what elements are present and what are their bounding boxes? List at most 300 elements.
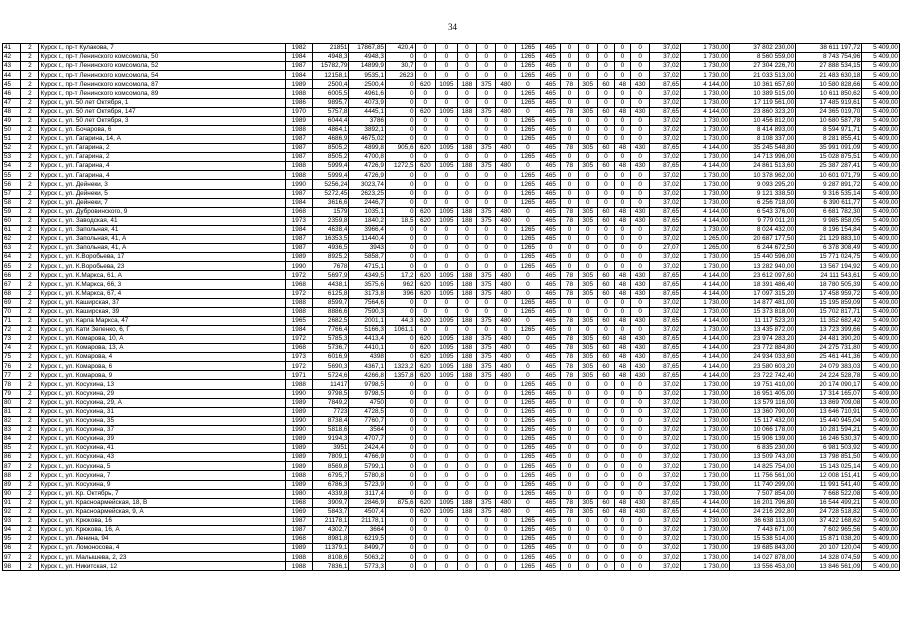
table-cell: 905,6 — [385, 144, 415, 153]
table-cell: 0 — [578, 562, 597, 571]
table-cell: 0 — [477, 171, 496, 180]
table-cell: 80 — [3, 398, 21, 407]
table-cell: 0 — [496, 462, 515, 471]
table-cell: 0 — [496, 389, 515, 398]
table-cell: 2 — [21, 225, 39, 234]
table-cell: 4707,7 — [349, 435, 385, 444]
table-cell: 6016,9 — [313, 353, 349, 362]
table-cell: 0 — [385, 189, 415, 198]
table-cell: 87,65 — [650, 353, 681, 362]
table-cell: 18,5 — [385, 216, 415, 225]
table-row — [3, 444, 900, 453]
table-cell: 60 — [597, 280, 614, 289]
table-cell: 0 — [457, 71, 476, 80]
table-cell: 0 — [385, 398, 415, 407]
table-cell: 305 — [578, 316, 597, 325]
table-cell: 0 — [614, 189, 630, 198]
table-cell: 1265 — [515, 134, 540, 143]
table-cell: 60 — [597, 289, 614, 298]
table-cell: 2 — [21, 89, 39, 98]
table-cell: 305 — [578, 353, 597, 362]
table-cell: 620 — [415, 335, 436, 344]
address-cell: Курск г., ул. Запольная, 41, А — [39, 244, 285, 253]
table-cell: 7 507 854,00 — [730, 489, 796, 498]
table-cell: 0 — [578, 389, 597, 398]
table-cell: 0 — [630, 444, 649, 453]
table-cell: 0 — [477, 480, 496, 489]
table-cell: 6786,3 — [313, 480, 349, 489]
table-cell: 0 — [385, 53, 415, 62]
table-cell: 0 — [578, 116, 597, 125]
table-cell: 37,02 — [650, 134, 681, 143]
table-cell: 96 — [3, 544, 21, 553]
table-cell: 6219,5 — [349, 535, 385, 544]
table-row — [3, 462, 900, 471]
table-cell: 0 — [477, 489, 496, 498]
table-cell: 27,07 — [650, 244, 681, 253]
table-cell: 21 483 630,18 — [796, 71, 862, 80]
table-cell: 8 196 154,84 — [796, 225, 862, 234]
table-row — [3, 407, 900, 416]
table-cell: 78 — [561, 80, 578, 89]
table-cell: 465 — [540, 107, 561, 116]
table-cell: 1 730,00 — [681, 262, 730, 271]
table-cell: 8886,6 — [313, 307, 349, 316]
table-cell: 0 — [385, 234, 415, 243]
table-cell: 0 — [630, 562, 649, 571]
table-cell: 465 — [540, 307, 561, 316]
table-cell: 4715,1 — [349, 262, 385, 271]
table-cell: 0 — [477, 44, 496, 53]
table-cell: 0 — [436, 325, 458, 334]
address-cell: Курск г., ул. К.Маркса, 61, А — [39, 271, 285, 280]
address-cell: Курск г., ул. К.Маркса, 66, 3 — [39, 280, 285, 289]
table-cell: 1968 — [285, 344, 312, 353]
table-cell: 465 — [540, 71, 561, 80]
table-cell: 2 — [21, 316, 39, 325]
table-cell: 15 028 875,51 — [796, 153, 862, 162]
address-cell: Курск г., ул. Крюкова, 16 — [39, 516, 285, 525]
table-cell: 1990 — [285, 416, 312, 425]
table-cell: 1988 — [285, 125, 312, 134]
table-cell: 1989 — [285, 407, 312, 416]
table-cell: 0 — [597, 253, 614, 262]
table-cell: 0 — [385, 462, 415, 471]
table-cell: 37,02 — [650, 125, 681, 134]
table-cell: 5 409,00 — [862, 507, 900, 516]
table-cell: 10 389 515,00 — [730, 89, 796, 98]
table-cell: 5 409,00 — [862, 344, 900, 353]
table-cell: 0 — [614, 134, 630, 143]
table-cell: 17 458 959,72 — [796, 289, 862, 298]
table-cell: 0 — [415, 53, 436, 62]
table-cell: 48 — [614, 107, 630, 116]
table-row — [3, 525, 900, 534]
table-cell: 1272,5 — [385, 162, 415, 171]
table-cell: 37,02 — [650, 562, 681, 571]
table-cell: 1988 — [285, 471, 312, 480]
table-cell: 188 — [457, 344, 476, 353]
table-cell: 1 730,00 — [681, 325, 730, 334]
table-cell: 0 — [496, 244, 515, 253]
table-cell: 41 — [3, 44, 21, 53]
table-row — [3, 80, 900, 89]
table-cell: 0 — [415, 189, 436, 198]
table-cell: 17867,85 — [349, 44, 385, 53]
table-cell: 0 — [561, 425, 578, 434]
table-cell: 0 — [477, 562, 496, 571]
table-row — [3, 71, 900, 80]
table-cell: 8 024 432,00 — [730, 225, 796, 234]
table-cell: 0 — [561, 516, 578, 525]
table-cell: 87,65 — [650, 289, 681, 298]
table-cell: 0 — [578, 62, 597, 71]
table-cell: 2 — [21, 244, 39, 253]
table-cell: 0 — [477, 535, 496, 544]
table-cell: 0 — [436, 189, 458, 198]
table-cell: 0 — [436, 544, 458, 553]
table-cell: 1972 — [285, 335, 312, 344]
table-cell: 5 409,00 — [862, 325, 900, 334]
table-cell: 465 — [540, 544, 561, 553]
table-cell: 1265 — [515, 298, 540, 307]
table-cell: 1265 — [515, 480, 540, 489]
table-cell: 375 — [477, 280, 496, 289]
table-cell: 0 — [415, 553, 436, 562]
table-cell: 0 — [561, 198, 578, 207]
table-cell: 465 — [540, 516, 561, 525]
address-cell: Курск г., ул. Косухина, 39 — [39, 435, 285, 444]
table-cell: 465 — [540, 125, 561, 134]
table-cell: 91 — [3, 498, 21, 507]
table-cell: 2846,9 — [349, 498, 385, 507]
table-cell: 0 — [415, 535, 436, 544]
table-cell: 1 730,00 — [681, 525, 730, 534]
table-cell: 2 — [21, 489, 39, 498]
table-cell: 0 — [597, 98, 614, 107]
table-cell: 6 681 782,30 — [796, 207, 862, 216]
table-cell: 0 — [436, 380, 458, 389]
table-cell: 60 — [597, 207, 614, 216]
table-cell: 5999,4 — [313, 162, 349, 171]
table-cell: 78 — [561, 362, 578, 371]
table-cell: 5 409,00 — [862, 453, 900, 462]
table-cell: 465 — [540, 398, 561, 407]
table-cell: 375 — [477, 271, 496, 280]
address-cell: Курск г., ул. Кр. Октябрь, 7 — [39, 489, 285, 498]
table-cell: 0 — [597, 53, 614, 62]
table-cell: 480 — [496, 216, 515, 225]
table-cell: 0 — [436, 525, 458, 534]
table-cell: 87,65 — [650, 80, 681, 89]
table-cell: 19 685 843,00 — [730, 544, 796, 553]
table-cell: 0 — [578, 180, 597, 189]
table-cell: 0 — [457, 407, 476, 416]
table-cell: 5 409,00 — [862, 416, 900, 425]
table-cell: 465 — [540, 380, 561, 389]
table-row — [3, 380, 900, 389]
table-cell: 375 — [477, 344, 496, 353]
table-cell: 68 — [3, 289, 21, 298]
table-cell: 0 — [578, 480, 597, 489]
table-cell: 0 — [457, 262, 476, 271]
table-cell: 9895,7 — [313, 98, 349, 107]
table-cell: 430 — [630, 80, 649, 89]
table-cell: 2623 — [385, 71, 415, 80]
table-cell: 0 — [496, 398, 515, 407]
table-cell: 465 — [540, 153, 561, 162]
table-cell: 0 — [457, 325, 476, 334]
table-cell: 71 — [3, 316, 21, 325]
table-cell: 60 — [597, 316, 614, 325]
table-cell: 0 — [457, 444, 476, 453]
table-cell: 0 — [457, 234, 476, 243]
table-cell: 2424,4 — [349, 444, 385, 453]
table-cell: 21 129 883,10 — [796, 234, 862, 243]
table-cell: 78 — [561, 353, 578, 362]
table-cell: 1095 — [436, 362, 458, 371]
table-cell: 1095 — [436, 271, 458, 280]
table-row — [3, 144, 900, 153]
table-cell: 0 — [415, 471, 436, 480]
table-cell: 5 409,00 — [862, 53, 900, 62]
table-row — [3, 89, 900, 98]
table-cell: 1095 — [436, 335, 458, 344]
table-cell: 0 — [561, 307, 578, 316]
table-cell: 465 — [540, 316, 561, 325]
table-cell: 0 — [614, 298, 630, 307]
table-cell: 0 — [561, 471, 578, 480]
table-cell: 1982 — [285, 44, 312, 53]
address-cell: Курск г., ул. Каширская, 37 — [39, 298, 285, 307]
table-cell: 0 — [477, 189, 496, 198]
table-cell: 620 — [415, 353, 436, 362]
table-cell: 0 — [561, 71, 578, 80]
table-cell: 480 — [496, 144, 515, 153]
table-cell: 0 — [415, 153, 436, 162]
table-cell: 1 730,00 — [681, 89, 730, 98]
table-cell: 0 — [415, 253, 436, 262]
table-cell: 0 — [597, 89, 614, 98]
table-cell: 0 — [561, 444, 578, 453]
table-cell: 0 — [578, 453, 597, 462]
table-cell: 16 201 796,80 — [730, 498, 796, 507]
table-cell: 0 — [496, 98, 515, 107]
table-cell: 5773,3 — [349, 562, 385, 571]
table-cell: 620 — [415, 344, 436, 353]
table-cell: 620 — [415, 216, 436, 225]
table-cell: 465 — [540, 553, 561, 562]
table-cell: 620 — [415, 280, 436, 289]
address-cell: Курск г., ул. Крюкова, 16, А — [39, 525, 285, 534]
table-cell: 0 — [515, 362, 540, 371]
table-cell: 430 — [630, 371, 649, 380]
table-cell: 0 — [385, 525, 415, 534]
table-cell: 0 — [578, 398, 597, 407]
table-cell: 6 256 718,00 — [730, 198, 796, 207]
table-cell: 0 — [457, 198, 476, 207]
table-cell: 2 — [21, 344, 39, 353]
table-cell: 0 — [561, 544, 578, 553]
table-cell: 5 409,00 — [862, 180, 900, 189]
table-cell: 0 — [614, 153, 630, 162]
table-cell: 620 — [415, 144, 436, 153]
table-cell: 0 — [436, 562, 458, 571]
table-cell: 1 730,00 — [681, 471, 730, 480]
table-cell: 0 — [561, 134, 578, 143]
table-cell: 11 352 682,42 — [796, 316, 862, 325]
table-cell: 0 — [457, 89, 476, 98]
table-cell: 465 — [540, 162, 561, 171]
table-cell: 0 — [597, 125, 614, 134]
table-cell: 78 — [561, 216, 578, 225]
table-cell: 1 730,00 — [681, 398, 730, 407]
table-cell: 2 — [21, 335, 39, 344]
address-cell: Курск г., ул. Косухина, 43 — [39, 453, 285, 462]
table-cell: 37,02 — [650, 462, 681, 471]
table-cell: 305 — [578, 162, 597, 171]
table-cell: 0 — [614, 453, 630, 462]
table-cell: 24 365 019,70 — [796, 107, 862, 116]
table-cell: 0 — [561, 462, 578, 471]
table-cell: 5 409,00 — [862, 480, 900, 489]
table-cell: 0 — [630, 489, 649, 498]
table-cell: 1095 — [436, 162, 458, 171]
table-cell: 465 — [540, 416, 561, 425]
table-cell: 2 — [21, 62, 39, 71]
table-cell: 2 — [21, 71, 39, 80]
table-cell: 0 — [415, 462, 436, 471]
table-row — [3, 489, 900, 498]
table-cell: 1 730,00 — [681, 453, 730, 462]
table-cell: 8108,6 — [313, 553, 349, 562]
table-cell: 12158,1 — [313, 71, 349, 80]
table-row — [3, 198, 900, 207]
table-cell: 0 — [496, 116, 515, 125]
table-cell: 0 — [630, 307, 649, 316]
table-cell: 13 869 709,08 — [796, 398, 862, 407]
table-row — [3, 507, 900, 516]
table-cell: 6 244 672,50 — [730, 244, 796, 253]
table-cell: 465 — [540, 89, 561, 98]
table-cell: 88 — [3, 471, 21, 480]
table-cell: 0 — [457, 453, 476, 462]
table-cell: 5 409,00 — [862, 153, 900, 162]
table-cell: 305 — [578, 507, 597, 516]
table-cell: 1988 — [285, 307, 312, 316]
table-cell: 0 — [561, 325, 578, 334]
table-cell: 5 409,00 — [862, 234, 900, 243]
table-cell: 1 730,00 — [681, 44, 730, 53]
address-cell: Курск г., ул. Бочарова, 6 — [39, 125, 285, 134]
table-cell: 0 — [415, 380, 436, 389]
table-cell: 305 — [578, 80, 597, 89]
table-cell: 0 — [630, 453, 649, 462]
table-cell: 1 730,00 — [681, 298, 730, 307]
address-cell: Курск г., ул. Косухина, 7 — [39, 471, 285, 480]
table-cell: 2 — [21, 398, 39, 407]
table-cell: 305 — [578, 207, 597, 216]
table-cell: 0 — [415, 71, 436, 80]
table-cell: 37,02 — [650, 525, 681, 534]
table-cell: 0 — [614, 516, 630, 525]
table-cell: 4726,9 — [349, 162, 385, 171]
table-cell: 78 — [561, 162, 578, 171]
table-cell: 5 409,00 — [862, 107, 900, 116]
table-cell: 5 409,00 — [862, 134, 900, 143]
table-cell: 20 687 177,50 — [730, 234, 796, 243]
table-cell: 1973 — [285, 353, 312, 362]
table-cell: 0 — [457, 62, 476, 71]
table-cell: 0 — [614, 462, 630, 471]
table-cell: 1579 — [313, 207, 349, 216]
table-cell: 1265 — [515, 89, 540, 98]
table-cell: 0 — [496, 471, 515, 480]
table-cell: 8499,7 — [349, 544, 385, 553]
table-cell: 37,02 — [650, 453, 681, 462]
table-cell: 0 — [561, 298, 578, 307]
table-cell: 16 246 530,37 — [796, 435, 862, 444]
table-cell: 2 — [21, 562, 39, 571]
table-cell: 305 — [578, 271, 597, 280]
table-cell: 465 — [540, 289, 561, 298]
table-cell: 1968 — [285, 207, 312, 216]
table-cell: 0 — [385, 98, 415, 107]
table-cell: 7 668 522,08 — [796, 489, 862, 498]
table-cell: 0 — [515, 162, 540, 171]
table-cell: 4936,5 — [313, 244, 349, 253]
table-cell: 15 440 596,00 — [730, 253, 796, 262]
table-cell: 0 — [630, 516, 649, 525]
table-cell: 24 728 518,82 — [796, 507, 862, 516]
table-cell: 5 409,00 — [862, 189, 900, 198]
table-cell: 9798,5 — [349, 380, 385, 389]
table-cell: 0 — [614, 225, 630, 234]
table-cell: 0 — [597, 62, 614, 71]
table-cell: 5 409,00 — [862, 444, 900, 453]
table-cell: 0 — [436, 307, 458, 316]
table-cell: 6125,8 — [313, 289, 349, 298]
table-cell: 0 — [614, 553, 630, 562]
table-cell: 305 — [578, 335, 597, 344]
table-cell: 0 — [457, 44, 476, 53]
table-cell: 5 409,00 — [862, 398, 900, 407]
table-cell: 0 — [415, 389, 436, 398]
table-row — [3, 362, 900, 371]
table-cell: 0 — [457, 553, 476, 562]
table-cell: 60 — [597, 507, 614, 516]
table-cell: 2 — [21, 362, 39, 371]
table-cell: 5 409,00 — [862, 562, 900, 571]
table-cell: 5 409,00 — [862, 198, 900, 207]
table-cell: 1357,8 — [385, 371, 415, 380]
table-cell: 0 — [385, 425, 415, 434]
table-cell: 465 — [540, 407, 561, 416]
table-row — [3, 271, 900, 280]
table-cell: 15 195 859,09 — [796, 298, 862, 307]
table-cell: 2 — [21, 498, 39, 507]
table-cell: 87,65 — [650, 362, 681, 371]
table-cell: 465 — [540, 507, 561, 516]
table-cell: 0 — [630, 62, 649, 71]
table-cell: 0 — [630, 189, 649, 198]
address-cell: Курск г., пр-т Ленинского комсомола, 89 — [39, 89, 285, 98]
table-cell: 0 — [477, 544, 496, 553]
table-cell: 0 — [436, 180, 458, 189]
table-cell: 5999,4 — [313, 171, 349, 180]
table-cell: 1265 — [515, 189, 540, 198]
table-cell: 17 119 561,00 — [730, 98, 796, 107]
